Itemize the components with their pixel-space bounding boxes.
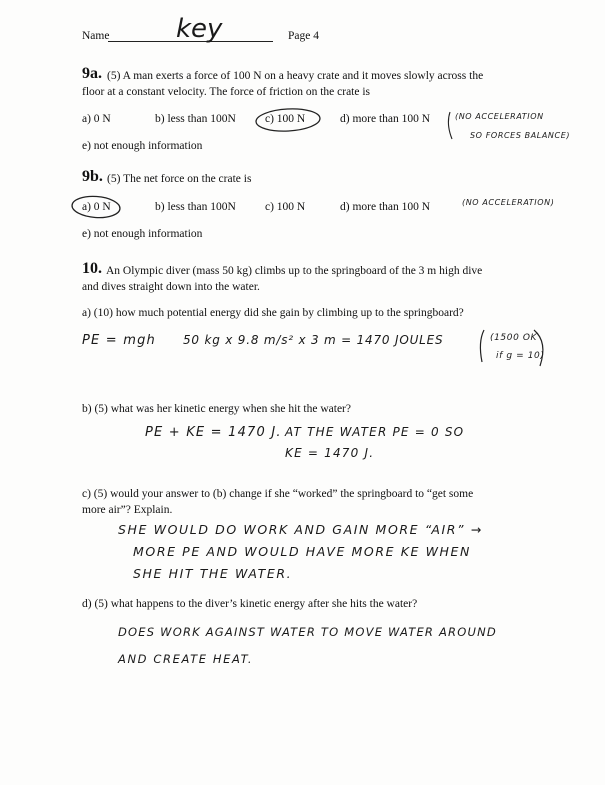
q10c-question-1: c) (5) would your answer to (b) change if she “worked” the springboard to “get some — [82, 488, 474, 500]
q9b-option-c[interactable]: c) 100 N — [265, 201, 306, 213]
page-number: Page 4 — [288, 30, 319, 42]
q9a-option-b[interactable]: b) less than 100N — [155, 113, 236, 125]
q9a-option-a[interactable]: a) 0 N — [82, 113, 111, 125]
q9a-option-d[interactable]: d) more than 100 N — [340, 113, 431, 125]
q9b-text: (5) The net force on the crate is — [107, 173, 252, 185]
q10b-answer-2: AT THE WATER PE = 0 SO — [285, 425, 465, 439]
q9a-text-2: floor at a constant velocity. The force of friction on the crate is — [82, 86, 371, 98]
q10d-answer-1: DOES WORK AGAINST WATER TO MOVE WATER AROUND — [118, 625, 497, 639]
q10b-question: b) (5) what was her kinetic energy when she hit the water? — [82, 403, 351, 415]
q10d-answer-2: AND CREATE HEAT. — [118, 652, 254, 666]
q10c-answer-1: SHE WOULD DO WORK AND GAIN MORE “AIR” → — [118, 522, 483, 537]
q10-number: 10. — [82, 260, 102, 277]
q10a-note-open-bracket — [480, 330, 484, 362]
q10d-question: d) (5) what happens to the diver’s kinetic energy after she hits the water? — [82, 598, 418, 610]
q10a-answer-note-1: (1500 OK — [490, 333, 538, 343]
q9a-note-2: SO FORCES BALANCE) — [470, 131, 571, 140]
q9a-option-c[interactable]: c) 100 N — [265, 113, 306, 125]
q10c-question-2: more air”? Explain. — [82, 504, 173, 516]
q10-text-2: and dives straight down into the water. — [82, 281, 260, 293]
q10b-answer-3: KE = 1470 J. — [285, 446, 375, 460]
q9b-option-d[interactable]: d) more than 100 N — [340, 201, 431, 213]
q9a-note-open-paren — [448, 112, 452, 139]
q9b-option-b[interactable]: b) less than 100N — [155, 201, 236, 213]
q10c-answer-2: MORE PE AND WOULD HAVE MORE KE WHEN — [133, 544, 472, 559]
name-label: Name — [82, 30, 110, 42]
q9b-number: 9b. — [82, 168, 103, 185]
q10a-answer-note-2: if g = 10) — [496, 351, 545, 361]
q10c-answer-3: SHE HIT THE WATER. — [133, 566, 293, 581]
q9b-note: (NO ACCELERATION) — [462, 198, 555, 207]
q9b-option-e[interactable]: e) not enough information — [82, 228, 203, 240]
q9a-text-1: (5) A man exerts a force of 100 N on a heavy crate and it moves slowly across the — [107, 70, 484, 82]
q10a-question: a) (10) how much potential energy did she gain by climbing up to the springboard? — [82, 307, 464, 319]
name-handwritten: key — [176, 14, 223, 44]
q9b-option-a[interactable]: a) 0 N — [82, 201, 111, 213]
q10a-answer-formula: PE = mgh — [82, 333, 156, 348]
q10-text-1: An Olympic diver (mass 50 kg) climbs up to the springboard of the 3 m high dive — [106, 265, 483, 277]
q9a-option-e[interactable]: e) not enough information — [82, 140, 203, 152]
q9a-number: 9a. — [82, 65, 102, 82]
q10b-answer-1: PE + KE = 1470 J. — [145, 425, 282, 440]
q9a-note-1: (NO ACCELERATION — [455, 112, 544, 121]
q10a-answer-calc: 50 kg x 9.8 m/s² x 3 m = 1470 JOULES — [183, 333, 444, 347]
